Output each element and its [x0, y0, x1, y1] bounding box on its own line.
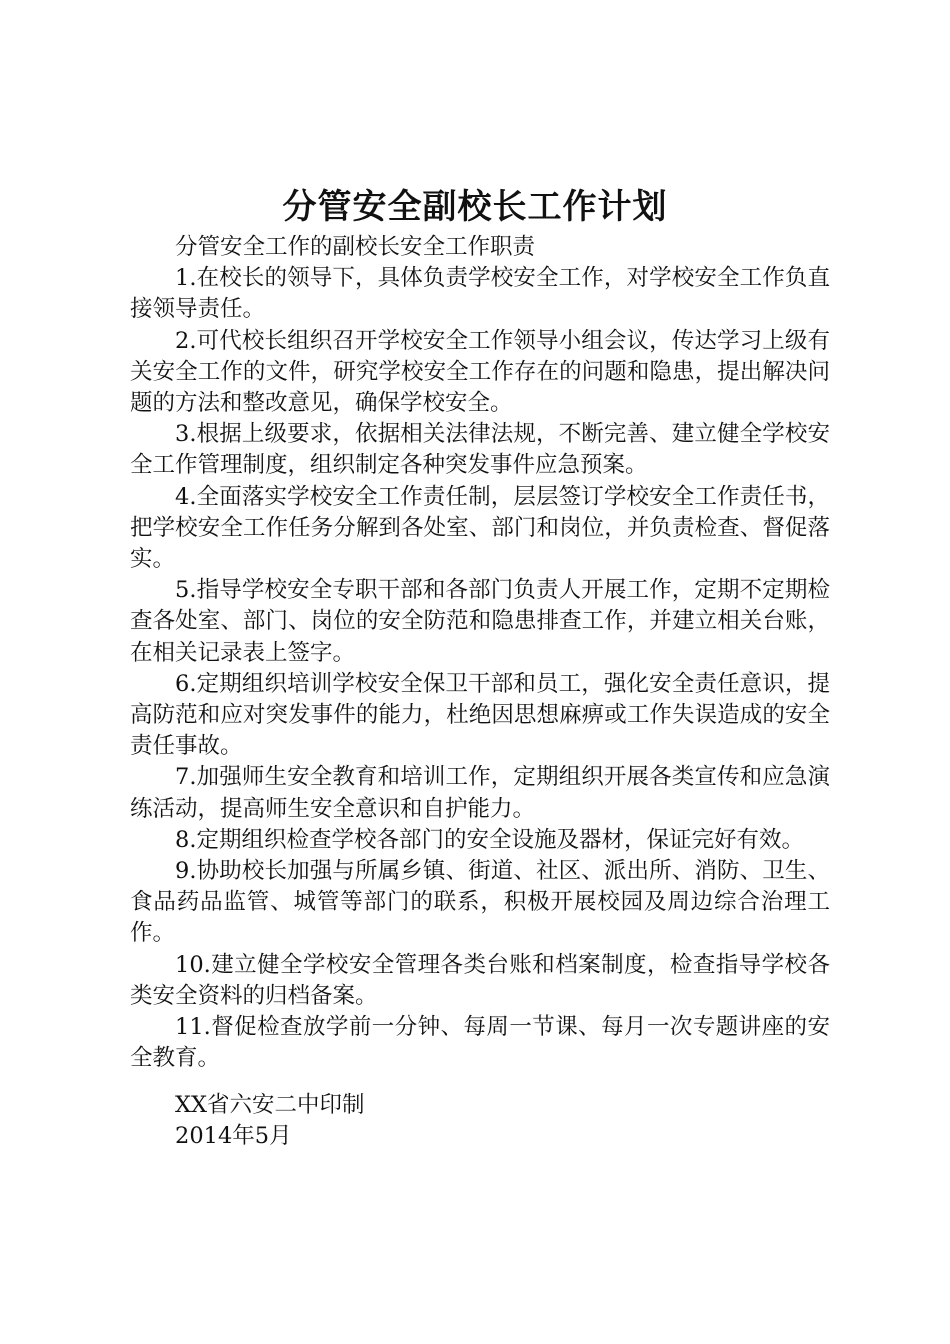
document-body: [130, 232, 830, 1074]
duty-item-11: 11.督促检查放学前一分钟、每周一节课、每月一次专题讲座的安全教育。: [130, 1014, 830, 1072]
document-title: 分管安全副校长工作计划: [282, 187, 668, 227]
duty-item-6: 6.定期组织培训学校安全保卫干部和员工，强化安全责任意识，提高防范和应对突发事件的能力，杜绝因思想麻痹或工作失误造成的安全责任事故。: [130, 670, 830, 760]
duty-item-8: 8.定期组织检查学校各部门的安全设施及器材，保证完好有效。: [175, 826, 804, 853]
issuer-line: XX省六安二中印制: [175, 1092, 365, 1118]
duty-item-5: 5.指导学校安全专职干部和各部门负责人开展工作，定期不定期检查各处室、部门、岗位的安全防范和隐患排查工作，并建立相关台账，在相关记录表上签字。: [130, 577, 830, 666]
date-line: 2014年5月: [175, 1123, 292, 1150]
duty-item-4: 4.全面落实学校安全工作责任制，层层签订学校安全工作责任书，把学校安全工作任务分解到各处室、部门和岗位，并负责检查、督促落实。: [130, 483, 830, 573]
document-signature: [130, 1090, 830, 1152]
duty-item-9: 9.协助校长加强与所属乡镇、街道、社区、派出所、消防、卫生、食品药品监管、城管等部门的联系，积极开展校园及周边综合治理工作。: [130, 858, 830, 947]
duty-item-10: 10.建立健全学校安全管理各类台账和档案制度，检查指导学校各类安全资料的归档备案。: [130, 951, 830, 1009]
duty-item-1: 1.在校长的领导下，具体负责学校安全工作，对学校安全工作负直接领导责任。: [130, 265, 830, 323]
duty-item-3: 3.根据上级要求，依据相关法律法规，不断完善、建立健全学校安全工作管理制度，组织制定各种突发事件应急预案。: [130, 421, 830, 479]
duty-item-2: 2.可代校长组织召开学校安全工作领导小组会议，传达学习上级有关安全工作的文件，研究学校安全工作存在的问题和隐患，提出解决问题的方法和整改意见，确保学校安全。: [130, 327, 830, 417]
document-subtitle: 分管安全工作的副校长安全工作职责: [175, 234, 536, 260]
duty-item-7: 7.加强师生安全教育和培训工作，定期组织开展各类宣传和应急演练活动，提高师生安全意识和自护能力。: [130, 764, 830, 822]
